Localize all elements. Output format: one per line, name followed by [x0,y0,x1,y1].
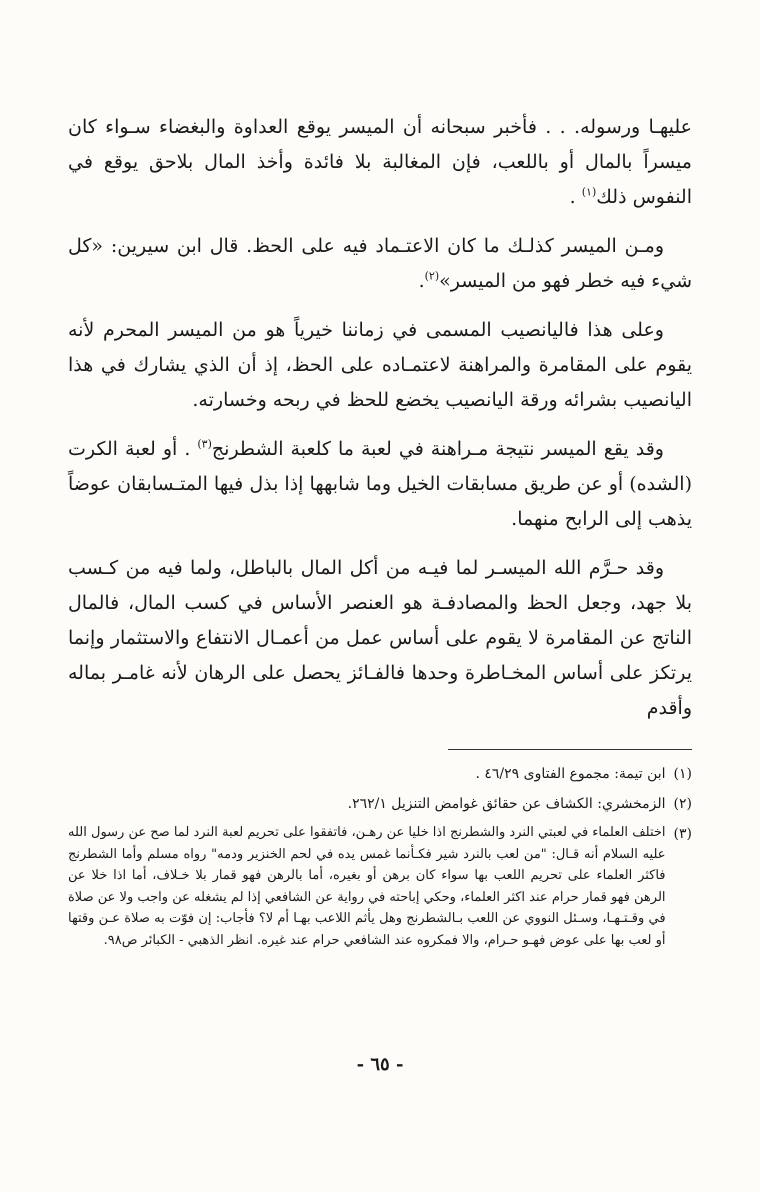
footnote-text: الزمخشري: الكشاف عن حقائق غوامض التنزيل ٢٦٢/١. [347,796,666,812]
paragraph-3: وعلى هذا فاليانصيب المسمى في زماننا خيرياً هو من الميسر المحرم لأنه يقوم على المقامرة والمراهنة لاعتمـاده على الحظ، إذ أن الذي يشارك في هذا اليانصيب بشرائه ورقة اليانصيب يخضع للحظ في ربحه وخسارته. [68,319,692,411]
footnote-ref-3[interactable]: (٣) [197,437,212,451]
paragraph-1: عليهـا ورسوله. . . فأخبر سبحانه أن الميسر يوقع العداوة والبغضاء سـواء كان ميسراً بالمال أو باللعب، فإن المغالبة بلا فائدة وأخذ المال بلاحق يوقع في النفوس ذلك$^{(١)}$ . [68,116,692,208]
paragraph-4: وقد يقع الميسر نتيجة مـراهنة في لعبة ما كلعبة الشطرنج$^{(٣)}$ . أو لعبة الكرت (الشده) أو عن طريق مسابقات الخيل وما شابهها إذا بذل فيها المتـسابقان عوضاً يذهب إلى الرابح منهما. [68,437,692,530]
footnote-number: (٣) [673,826,692,842]
footnote-text: ابن تيمة: مجموع الفتاوى ٤٦/٢٩ . [475,766,666,782]
paragraph-2: ومـن الميسر كذلـك ما كان الاعتـماد فيه على الحظ. قال ابن سيرين: «كل شيء فيه خطر فهو من الميسر»$^{(٢)}$. [68,235,692,292]
paragraph-5: وقد حـرَّم الله الميسـر لما فيـه من أكل المال بالباطل، ولما فيه من كـسب بلا جهد، وجعل الحظ والمصادفـة هو العنصر الأساس في كسب المال، فالمال الناتج عن المقامرة لا يقوم على أساس عمل من أعمـال الانتفاع والاستثمار وإنما يرتكز على أساس المخـاطرة وحدها فالفـائز يحصل على الرهان لأنه غامـر بماله وأقدم [68,557,692,719]
footnote-3 [68,822,692,952]
footnote-1 [68,762,692,787]
footnote-text: اختلف العلماء في لعبتي النرد والشطرنج اذا خليا عن رهـن، فاتفقوا على تحريم لعبة النرد لما صح عن رسول الله عليه السلام أنه قـال: "من لعب بالنرد شير فكـأنما غمس يده في لحم الخنزير ودمه" رواه مسلم وأما الشطرنج فاكثر العلماء على تحريم اللعب بها سواء كان برهن أو بغيره، أما بالرهن فهو قمار بلا خـلاف، أما اذا خلا عن الرهن فهو قمار حرام عند اكثر العلماء، وحكي إباحته في رواية عن الشافعي إذا لم يشغله عن واجب ولا عن صلاة في وقـتـهـا، وسـئل النووي عن اللعب بـالشطرنج وهل يأثم اللاعب بهـا أم لا؟ فأجاب: إن فوّت به صلاة عـن وقتها أو لعب بها على عوض فهـو حـرام، والا فمكروه عند الشافعي حرام عند غيره. انظر الذهبي - الكبائر ص٩٨. [68,825,666,948]
footnote-separator [448,749,692,750]
page-number: - ٦٥ - [356,1054,404,1075]
footnote-number: (٢) [673,796,692,812]
footnotes-section [68,762,692,957]
footnote-2 [68,792,692,817]
main-text [68,110,692,740]
footnote-ref-2[interactable]: (٢) [424,269,440,283]
footnote-number: (١) [673,766,692,782]
footnote-ref-1[interactable]: (١) [581,185,597,199]
